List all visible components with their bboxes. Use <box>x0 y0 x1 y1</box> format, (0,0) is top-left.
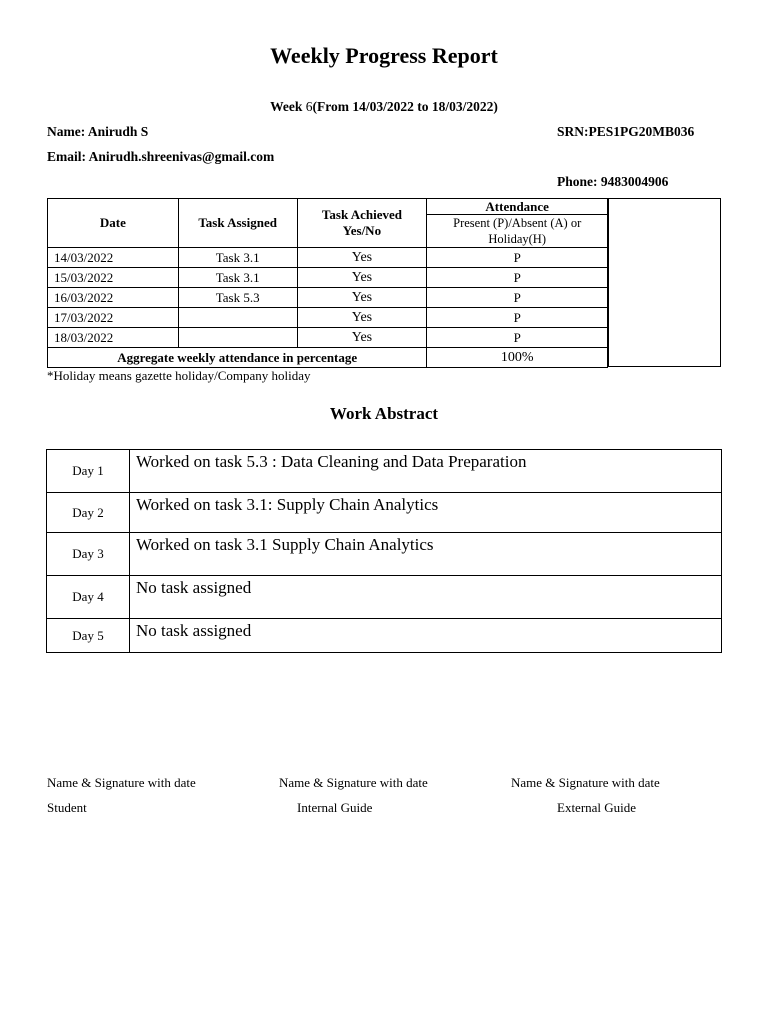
row-achieved: Yes <box>297 248 427 268</box>
row-date: 17/03/2022 <box>48 308 179 328</box>
signature-label-external: Name & Signature with date <box>511 775 660 790</box>
day-description: No task assigned <box>130 619 722 653</box>
aggregate-value: 100% <box>427 348 608 368</box>
row-task: Task 3.1 <box>178 268 297 288</box>
student-email: Email: Anirudh.shreenivas@gmail.com <box>47 149 275 164</box>
row-achieved: Yes <box>297 328 427 348</box>
attendance-table <box>47 198 608 368</box>
aggregate-row <box>48 348 608 368</box>
table-row <box>47 576 722 619</box>
report-title: Weekly Progress Report <box>270 43 498 68</box>
signature-label-internal: Name & Signature with date <box>279 775 428 790</box>
work-abstract-table <box>46 449 722 653</box>
row-date: 15/03/2022 <box>48 268 179 288</box>
week-number: 6 <box>305 99 313 114</box>
work-abstract-title: Work Abstract <box>329 404 439 423</box>
day-description: Worked on task 3.1 Supply Chain Analytics <box>130 533 722 576</box>
row-attendance: P <box>427 248 608 268</box>
attendance-side-box <box>608 198 721 367</box>
header-task-achieved: Task Achieved Yes/No <box>297 199 427 248</box>
table-row <box>47 450 722 493</box>
row-attendance: P <box>427 328 608 348</box>
header-date: Date <box>48 199 179 248</box>
row-date: 14/03/2022 <box>48 248 179 268</box>
aggregate-label: Aggregate weekly attendance in percentage <box>48 348 427 368</box>
row-achieved: Yes <box>297 268 427 288</box>
signature-label-student: Name & Signature with date <box>47 775 196 790</box>
row-task <box>178 328 297 348</box>
signature-role-external: External Guide <box>557 800 637 815</box>
row-achieved: Yes <box>297 308 427 328</box>
table-row <box>48 308 608 328</box>
row-date: 16/03/2022 <box>48 288 179 308</box>
week-dates: (From 14/03/2022 to 18/03/2022) <box>312 99 498 114</box>
table-row <box>48 268 608 288</box>
table-row <box>48 248 608 268</box>
day-description: Worked on task 5.3 : Data Cleaning and Data Preparation <box>130 450 722 493</box>
row-task: Task 5.3 <box>178 288 297 308</box>
table-row <box>47 619 722 653</box>
signature-role-student: Student <box>47 800 87 815</box>
row-attendance: P <box>427 288 608 308</box>
row-task <box>178 308 297 328</box>
table-row <box>48 288 608 308</box>
header-attendance-sub: Present (P)/Absent (A) or Holiday(H) <box>427 215 608 248</box>
day-label: Day 2 <box>47 493 130 533</box>
table-row <box>47 533 722 576</box>
week-label: Week <box>270 99 306 114</box>
day-label: Day 4 <box>47 576 130 619</box>
student-phone: Phone: 9483004906 <box>557 174 669 189</box>
week-range <box>0 99 768 115</box>
row-task: Task 3.1 <box>178 248 297 268</box>
header-task-assigned: Task Assigned <box>178 199 297 248</box>
table-row <box>48 328 608 348</box>
attendance-header-row <box>48 199 608 215</box>
day-description: Worked on task 3.1: Supply Chain Analytics <box>130 493 722 533</box>
row-date: 18/03/2022 <box>48 328 179 348</box>
day-description: No task assigned <box>130 576 722 619</box>
day-label: Day 3 <box>47 533 130 576</box>
day-label: Day 1 <box>47 450 130 493</box>
row-attendance: P <box>427 268 608 288</box>
table-row <box>47 493 722 533</box>
signature-role-internal: Internal Guide <box>297 800 373 815</box>
day-label: Day 5 <box>47 619 130 653</box>
header-attendance: Attendance <box>427 199 608 215</box>
row-attendance: P <box>427 308 608 328</box>
holiday-note: *Holiday means gazette holiday/Company holiday <box>47 368 311 383</box>
row-achieved: Yes <box>297 288 427 308</box>
student-name: Name: Anirudh S <box>47 124 149 139</box>
student-srn: SRN:PES1PG20MB036 <box>557 124 695 139</box>
